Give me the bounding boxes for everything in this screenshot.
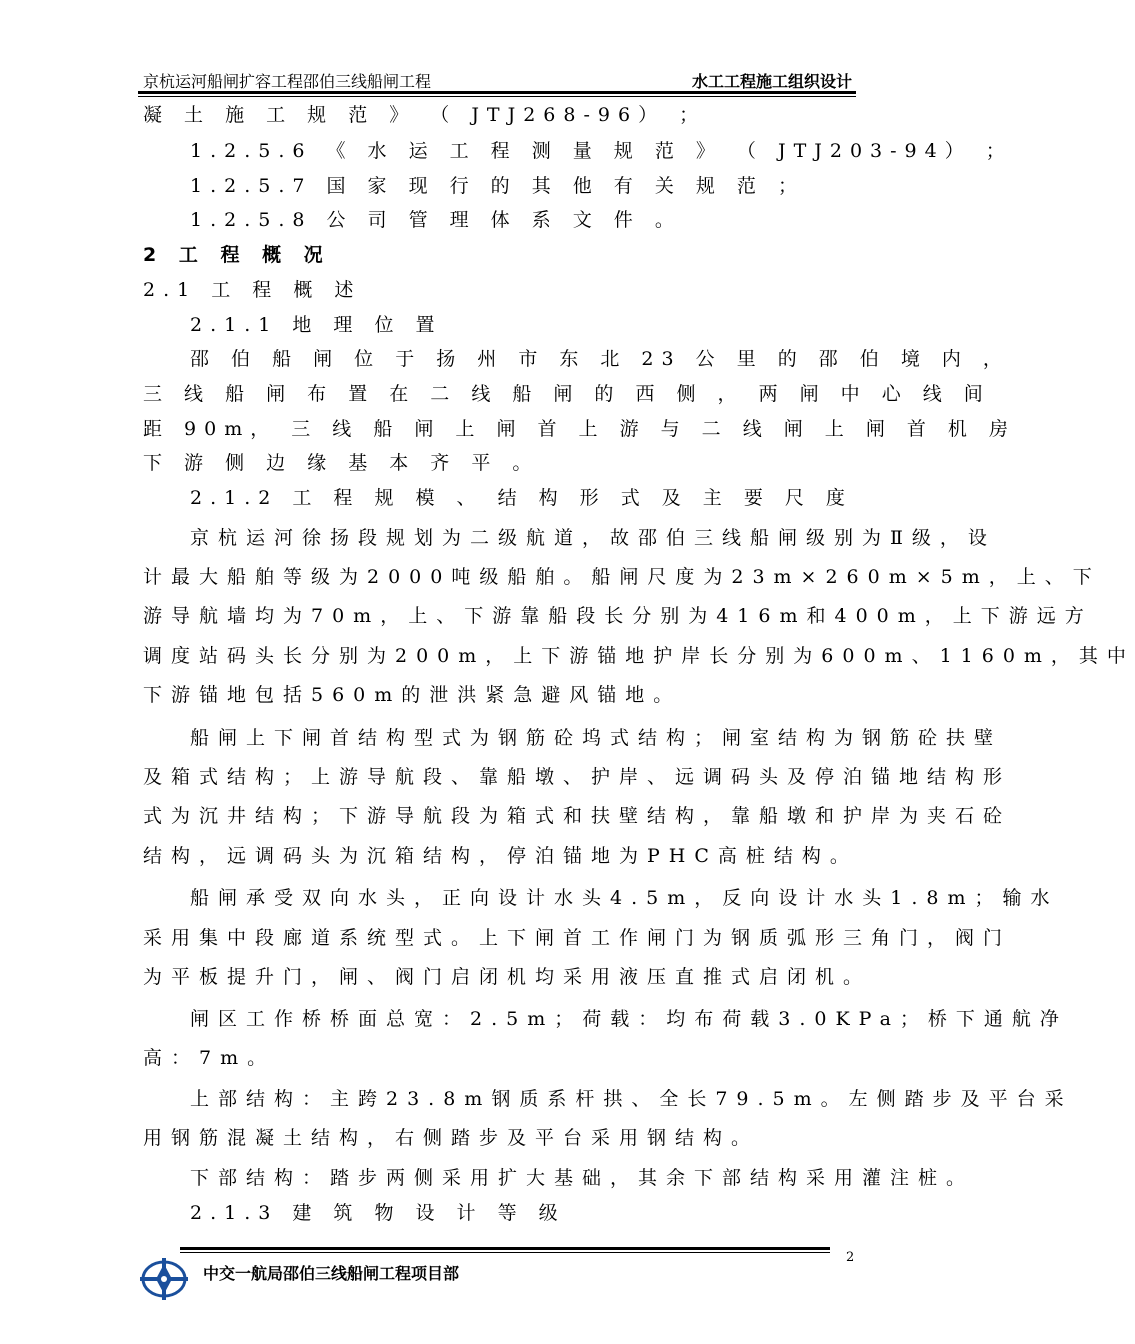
body-line: 上部结构：主跨23.8m钢质系杆拱、全长79.5m。左侧踏步及平台采 [190,1088,1073,1110]
body-line: 下 游 侧 边 缘 基 本 齐 平 。 [143,452,540,474]
body-line: 式为沉井结构；下游导航段为箱式和扶壁结构，靠船墩和护岸为夹石砼 [143,805,1012,827]
header-rule [138,91,856,94]
body-line: 船闸上下闸首结构型式为钢筋砼坞式结构；闸室结构为钢筋砼扶壁 [190,727,1003,749]
company-logo-icon [137,1254,191,1304]
body-line: 及箱式结构；上游导航段、靠船墩、护岸、远调码头及停泊锚地结构形 [143,766,1012,788]
body-line: 计最大船舶等级为2000吨级船舶。船闸尺度为23m×260m×5m，上、下 [143,566,1101,588]
footer-organization: 中交一航局邵伯三线船闸工程项目部 [203,1264,460,1283]
body-line: 三 线 船 闸 布 置 在 二 线 船 闸 的 西 侧 ， 两 闸 中 心 线 间 [143,383,991,405]
header-left-title: 京杭运河船闸扩容工程邵伯三线船闸工程 [143,72,432,91]
footer-rule [180,1247,830,1250]
body-line: 距 90m， 三 线 船 闸 上 闸 首 上 游 与 二 线 闸 上 闸 首 机 房 [143,418,1016,440]
body-line: 1.2.5.6 《 水 运 工 程 测 量 规 范 》 （ JTJ203-94） ； [190,140,1013,162]
body-line: 高：7m。 [143,1047,276,1069]
body-line: 1.2.5.7 国 家 现 行 的 其 他 有 关 规 范 ； [190,175,805,197]
body-line: 用钢筋混凝土结构，右侧踏步及平台采用钢结构。 [143,1127,760,1149]
footer-rule-thin [180,1252,830,1253]
body-line: 船闸承受双向水头，正向设计水头4.5m，反向设计水头1.8m；输水 [190,887,1059,909]
body-line: 邵 伯 船 闸 位 于 扬 州 市 东 北 23 公 里 的 邵 伯 境 内 ， [190,348,1010,370]
subsection-heading: 2.1.2 工 程 规 模 、 结 构 形 式 及 主 要 尺 度 [190,487,853,509]
body-line: 采用集中段廊道系统型式。上下闸首工作闸门为钢质弧形三角门，阀门 [143,927,1012,949]
body-line: 结构，远调码头为沉箱结构，停泊锚地为PHC高桩结构。 [143,845,858,867]
section-heading: 2 工 程 概 况 [143,244,331,266]
header-right-title: 水工工程施工组织设计 [691,72,852,91]
header-rule-thin [138,96,856,97]
body-line: 下部结构：踏步两侧采用扩大基础，其余下部结构采用灌注桩。 [190,1167,975,1189]
subsection-heading: 2.1 工 程 概 述 [143,279,362,301]
subsection-heading: 2.1.3 建 筑 物 设 计 等 级 [190,1202,566,1224]
body-line: 调度站码头长分别为200m，上下游锚地护岸长分别为600m、1160m，其中 [143,645,1135,667]
body-line: 京杭运河徐扬段规划为二级航道，故邵伯三线船闸级别为Ⅱ级，设 [190,527,996,549]
body-line: 为平板提升门，闸、阀门启闭机均采用液压直推式启闭机。 [143,966,872,988]
subsection-heading: 2.1.1 地 理 位 置 [190,314,443,336]
body-line: 游导航墙均为70m，上、下游靠船段长分别为416m和400m，上下游远方 [143,605,1093,627]
body-line: 下游锚地包括560m的泄洪紧急避风锚地。 [143,684,682,706]
body-line: 1.2.5.8 公 司 管 理 体 系 文 件 。 [190,209,682,231]
body-line: 凝 土 施 工 规 范 》 （ JTJ268-96） ； [143,104,707,126]
page-number: 2 [846,1250,855,1265]
body-line: 闸区工作桥桥面总宽：2.5m；荷载：均布荷载3.0KPa；桥下通航净 [190,1008,1068,1030]
